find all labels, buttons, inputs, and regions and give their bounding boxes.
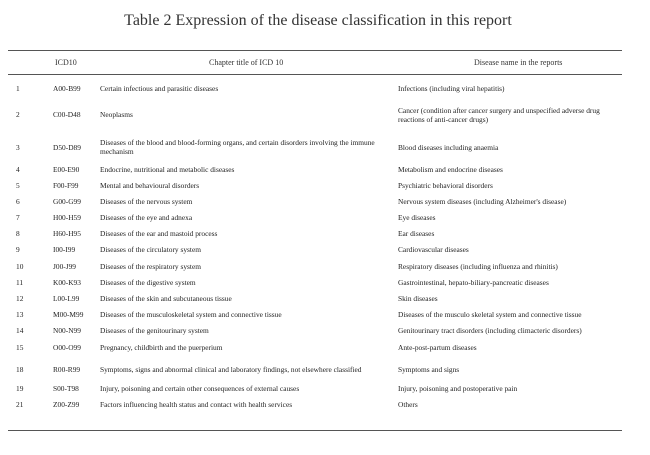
icd-code: K00-K93 (53, 278, 81, 287)
chapter-title: Diseases of the circulatory system (100, 245, 201, 254)
row-number: 7 (16, 213, 20, 222)
icd-code: Z00-Z99 (53, 400, 80, 409)
row-number: 12 (16, 294, 24, 303)
chapter-title: Factors influencing health status and contact with health services (100, 400, 293, 409)
disease-name: Symptoms and signs (398, 365, 460, 374)
disease-name: Cardiovascular diseases (398, 245, 469, 254)
icd-code: A00-B99 (53, 84, 81, 93)
row-number: 5 (16, 181, 20, 190)
row-number: 4 (16, 165, 20, 174)
icd-code: L00-L99 (53, 294, 80, 303)
icd-code: N00-N99 (53, 326, 81, 335)
disease-name: Respiratory diseases (including influenza and rhinitis) (398, 262, 558, 271)
icd-code: M00-M99 (53, 310, 84, 319)
disease-name: Genitourinary tract disorders (including climacteric disorders) (398, 326, 582, 335)
disease-name: Diseases of the musculo skeletal system and connective tissue (398, 310, 582, 319)
table-header-rule (8, 74, 622, 75)
icd-code: E00-E90 (53, 165, 80, 174)
icd-code: F00-F99 (53, 181, 79, 190)
chapter-title: Diseases of the skin and subcutaneous tissue (100, 294, 232, 303)
disease-name: Others (398, 400, 418, 409)
row-number: 3 (16, 143, 20, 152)
row-number: 13 (16, 310, 24, 319)
icd-code: H60-H95 (53, 229, 81, 238)
chapter-title: Diseases of the blood and blood-forming organs, and certain disorders involving the immune mechanism (100, 138, 375, 156)
icd-code: O00-O99 (53, 343, 81, 352)
icd-code: R00-R99 (53, 365, 81, 374)
table-top-rule (8, 50, 622, 51)
disease-name: Psychiatric behavioral disorders (398, 181, 493, 190)
row-number: 11 (16, 278, 24, 287)
chapter-title: Certain infectious and parasitic diseases (100, 84, 219, 93)
disease-name: Cancer (condition after cancer surgery and unspecified adverse drug reactions of anti-cancer drugs) (398, 106, 600, 124)
row-number: 15 (16, 343, 24, 352)
row-number: 6 (16, 197, 20, 206)
chapter-title: Pregnancy, childbirth and the puerperium (100, 343, 223, 352)
icd-code: D50-D89 (53, 143, 81, 152)
row-number: 1 (16, 84, 20, 93)
chapter-title: Diseases of the digestive system (100, 278, 196, 287)
disease-name: Ante-post-partum diseases (398, 343, 477, 352)
icd-code: G00-G99 (53, 197, 81, 206)
icd-code: S00-T98 (53, 384, 79, 393)
icd-code: J00-J99 (53, 262, 76, 271)
chapter-title: Diseases of the nervous system (100, 197, 193, 206)
header-disease-name: Disease name in the reports (474, 58, 563, 67)
row-number: 2 (16, 110, 20, 119)
disease-name: Gastrointestinal, hepato-biliary-pancreatic diseases (398, 278, 549, 287)
disease-name: Infections (including viral hepatitis) (398, 84, 505, 93)
icd-code: C00-D48 (53, 110, 81, 119)
chapter-title: Endocrine, nutritional and metabolic diseases (100, 165, 235, 174)
header-chapter-title: Chapter title of ICD 10 (209, 58, 284, 67)
header-icd10: ICD10 (55, 58, 77, 67)
row-number: 18 (16, 365, 24, 374)
chapter-title: Diseases of the ear and mastoid process (100, 229, 218, 238)
chapter-title: Mental and behavioural disorders (100, 181, 200, 190)
icd-code: I00-I99 (53, 245, 76, 254)
chapter-title: Diseases of the respiratory system (100, 262, 201, 271)
chapter-title: Injury, poisoning and certain other consequences of external causes (100, 384, 300, 393)
row-number: 21 (16, 400, 24, 409)
row-number: 10 (16, 262, 24, 271)
row-number: 8 (16, 229, 20, 238)
chapter-title: Diseases of the eye and adnexa (100, 213, 193, 222)
row-number: 9 (16, 245, 20, 254)
disease-name: Eye diseases (398, 213, 436, 222)
row-number: 19 (16, 384, 24, 393)
chapter-title: Symptoms, signs and abnormal clinical and laboratory findings, not elsewhere classified (100, 365, 362, 374)
chapter-title: Diseases of the genitourinary system (100, 326, 209, 335)
row-number: 14 (16, 326, 24, 335)
disease-name: Metabolism and endocrine diseases (398, 165, 503, 174)
chapter-title: Diseases of the musculoskeletal system and connective tissue (100, 310, 282, 319)
table-caption: Table 2 Expression of the disease classification in this report (124, 12, 512, 29)
table-bottom-rule (8, 430, 622, 431)
icd-code: H00-H59 (53, 213, 81, 222)
chapter-title: Neoplasms (100, 110, 133, 119)
disease-name: Blood diseases including anaemia (398, 143, 499, 152)
disease-name: Nervous system diseases (including Alzheimer's disease) (398, 197, 567, 206)
disease-name: Injury, poisoning and postoperative pain (398, 384, 518, 393)
disease-name: Ear diseases (398, 229, 435, 238)
disease-name: Skin diseases (398, 294, 438, 303)
